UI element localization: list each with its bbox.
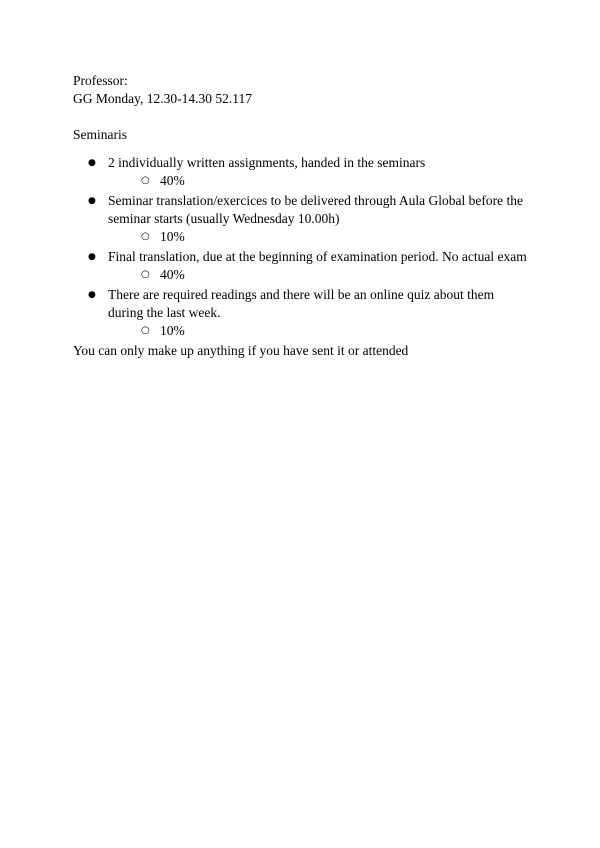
sub-list-item	[73, 266, 533, 284]
professor-label: Professor:	[73, 73, 128, 88]
footer-note: You can only make up anything if you have sent it or attended	[73, 343, 409, 358]
list-item	[73, 286, 528, 322]
section-title: Seminaris	[73, 127, 127, 142]
sub-list-item-text: 10%	[160, 229, 185, 244]
class-schedule: GG Monday, 12.30-14.30 52.117	[73, 91, 252, 106]
list-item	[73, 248, 528, 266]
sub-list-item-text: 10%	[160, 323, 185, 338]
list-item	[73, 192, 528, 228]
bullet-icon: ●	[88, 290, 96, 300]
list-item-text: 2 individually written assignments, handed in the seminars	[108, 155, 426, 170]
list-item-text: Final translation, due at the beginning of examination period. No actual exam	[108, 249, 527, 264]
sub-list-item	[73, 322, 533, 340]
spacer	[73, 108, 533, 126]
list-item-text: There are required readings and there will be an online quiz about them during the last week.	[108, 287, 495, 320]
hollow-bullet-icon: ○	[141, 231, 150, 242]
hollow-bullet-icon: ○	[141, 325, 150, 336]
sub-list-item-text: 40%	[160, 267, 185, 282]
document-page	[73, 72, 533, 360]
assessment-list	[73, 154, 533, 340]
bullet-icon: ●	[88, 158, 96, 168]
sub-list-item	[73, 228, 533, 246]
bullet-icon: ●	[88, 196, 96, 206]
hollow-bullet-icon: ○	[141, 175, 150, 186]
hollow-bullet-icon: ○	[141, 269, 150, 280]
sub-list-item	[73, 172, 533, 190]
sub-list-item-text: 40%	[160, 173, 185, 188]
list-item-text: Seminar translation/exercices to be delivered through Aula Global before the seminar starts (usually Wednesday 10.00h)	[108, 193, 523, 226]
bullet-icon: ●	[88, 252, 96, 262]
list-item	[73, 154, 528, 172]
